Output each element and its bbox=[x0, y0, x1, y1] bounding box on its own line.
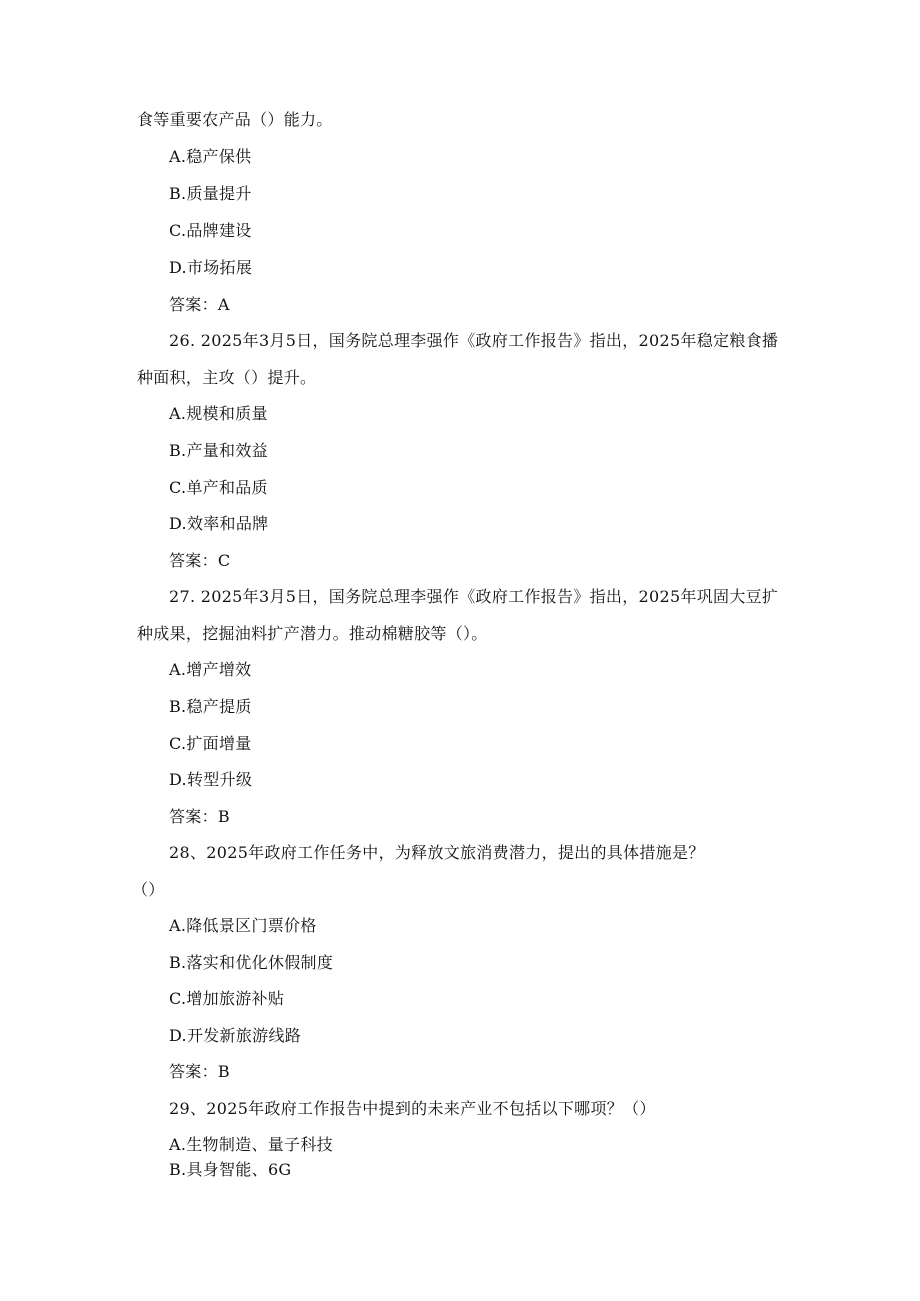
q27-option-a: A.增产增效 bbox=[169, 660, 252, 679]
q29-stem: 29、2025年政府工作报告中提到的未来产业不包括以下哪项？（） bbox=[169, 1099, 656, 1118]
q25-option-a: A.稳产保供 bbox=[169, 147, 252, 166]
q26-option-c: C.单产和品质 bbox=[169, 478, 268, 497]
q26-option-b: B.产量和效益 bbox=[169, 441, 268, 460]
q25-option-b: B.质量提升 bbox=[169, 184, 252, 203]
q27-answer: 答案：B bbox=[169, 807, 230, 826]
q25-answer: 答案：A bbox=[169, 295, 230, 314]
q27-option-b: B.稳产提质 bbox=[169, 697, 252, 716]
q28-stem-line2: （） bbox=[132, 880, 165, 899]
q25-stem-continuation: 食等重要农产品（）能力。 bbox=[137, 110, 333, 129]
q25-option-d: D.市场拓展 bbox=[169, 258, 253, 277]
q27-stem-line2: 种成果，挖掘油料扩产潜力。推动棉糖胶等（）。 bbox=[137, 624, 488, 643]
q27-option-c: C.扩面增量 bbox=[169, 734, 252, 753]
q26-option-a: A.规模和质量 bbox=[169, 404, 268, 423]
q28-option-c: C.增加旅游补贴 bbox=[169, 989, 285, 1008]
q27-stem-line1: 27. 2025年3月5日，国务院总理李强作《政府工作报告》指出，2025年巩固大豆扩 bbox=[169, 587, 779, 606]
q26-option-d: D.效率和品牌 bbox=[169, 514, 269, 533]
q26-stem-line1: 26. 2025年3月5日，国务院总理李强作《政府工作报告》指出，2025年稳定粮食播 bbox=[169, 331, 779, 350]
q26-answer: 答案：C bbox=[169, 551, 231, 570]
q28-answer: 答案：B bbox=[169, 1062, 230, 1081]
q28-option-d: D.开发新旅游线路 bbox=[169, 1026, 302, 1045]
q28-stem-line1: 28、2025年政府工作任务中，为释放文旅消费潜力，提出的具体措施是？ bbox=[169, 843, 705, 862]
q27-option-d: D.转型升级 bbox=[169, 770, 253, 789]
q28-option-a: A.降低景区门票价格 bbox=[169, 916, 317, 935]
q28-option-b: B.落实和优化休假制度 bbox=[169, 953, 334, 972]
q29-option-b: B.具身智能、6G bbox=[169, 1160, 292, 1179]
q29-option-a: A.生物制造、量子科技 bbox=[169, 1135, 333, 1154]
q25-option-c: C.品牌建设 bbox=[169, 221, 252, 240]
q26-stem-line2: 种面积，主攻（）提升。 bbox=[137, 368, 317, 387]
